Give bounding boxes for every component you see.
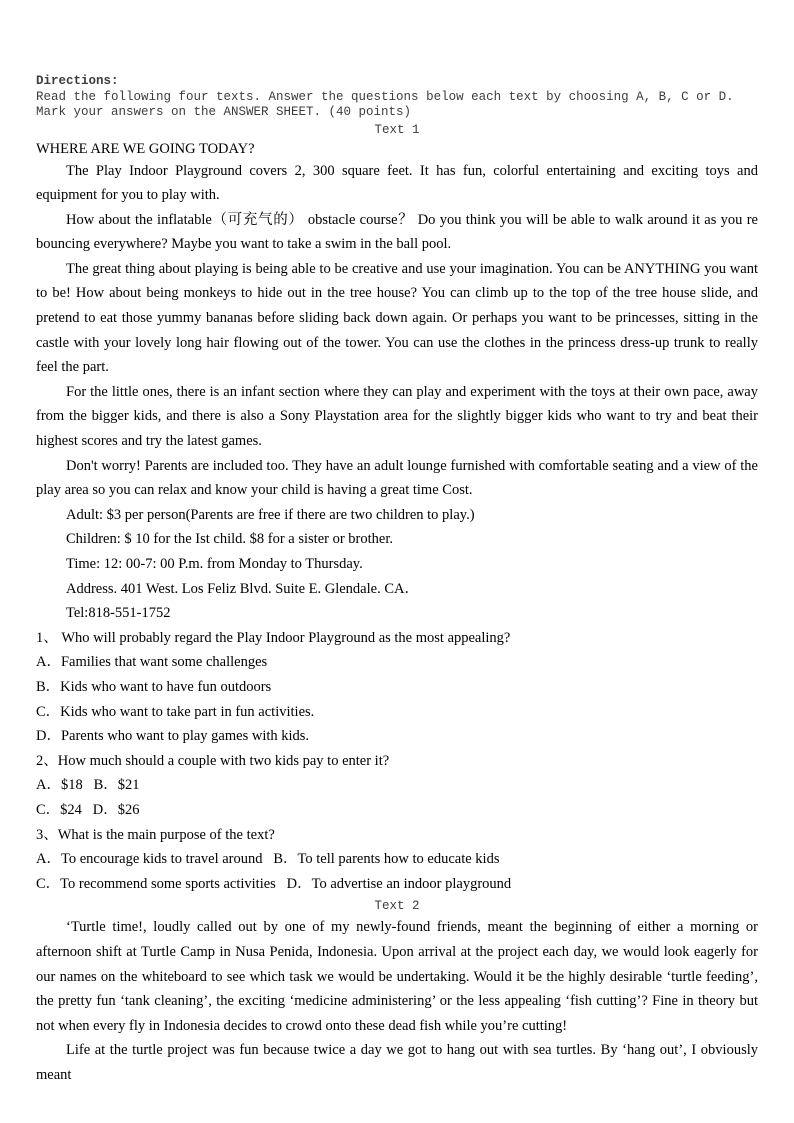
text1-paragraph: The Play Indoor Playground covers 2, 300 square feet. It has fun, colorful entertaining and exciting toys and equipment for you to play with. — [36, 162, 758, 204]
text1-title: WHERE ARE WE GOING TODAY? — [36, 140, 255, 157]
text1-question-3-options-cd: C．To recommend some sports activities D．To advertise an indoor playground — [36, 875, 512, 892]
text2-paragraph: Life at the turtle project was fun because twice a day we got to hang out with sea turtles. By ‘hang out’, I obviously meant — [36, 1042, 758, 1083]
directions-label: Directions: — [36, 74, 119, 88]
text1-question-2-options-ab: A．$18 B．$21 — [36, 777, 140, 794]
text1-question-1-option-b: B．Kids who want to have fun outdoors — [36, 678, 272, 695]
text1-question-1: 1、 Who will probably regard the Play Indoor Playground as the most appealing? — [36, 629, 511, 646]
text1-question-3: 3、What is the main purpose of the text? — [36, 826, 275, 843]
directions-text: Read the following four texts. Answer the questions below each text by choosing A, B, C or D. Mark your answers on the ANSWER SHEET. (40 points) — [36, 89, 734, 119]
text1-info-line-tel: Tel:818-551-1752 — [66, 605, 171, 622]
text1-question-2-options-cd: C．$24 D．$26 — [36, 801, 140, 818]
text1-paragraph: Don't worry! Parents are included too. They have an adult lounge furnished with comfortable seating and a view of the play area so you can relax and know your child is having a great time Cost. — [36, 457, 758, 499]
directions-block — [36, 74, 758, 121]
text1-info-line-address: Address. 401 West. Los Feliz Blvd. Suite E. Glendale. CA． — [66, 580, 419, 597]
text1-paragraph: The great thing about playing is being able to be creative and use your imagination. You can be ANYTHING you want to be! How about being monkeys to hide out in the tree house? You can climb up to the top of the tree house slide, and pretend to eat those yummy bananas before sliding back down again. Or perhaps you want to be princesses, sitting in the castle with your lovely long hair flowing out of the tower. You can use the clothes in the princess dress-up trunk to really feel the part. — [36, 260, 758, 376]
text1-info-line-time: Time: 12: 00-7: 00 P.m. from Monday to Thursday. — [66, 556, 363, 572]
text2-heading: Text 2 — [374, 899, 420, 914]
text1-paragraph: For the little ones, there is an infant section where they can play and experiment with the toys at their own pace, away from the bigger kids, and there is also a Sony Playstation area for the slightly bigger kids who want to try and beat their highest scores and try the latest games. — [36, 383, 758, 450]
text1-info-line-adult: Adult: $3 per person(Parents are free if there are two children to play.) — [66, 506, 475, 523]
text2-paragraph: ‘Turtle time!, loudly called out by one of my newly-found friends, meant the beginning of either a morning or afternoon shift at Turtle Camp in Nusa Penida, Indonesia. Upon arrival at the project each day, we would look eagerly for our names on the whiteboard to see which task we would be undertaking. Would it be the highly desirable ‘turtle feeding’, the pretty fun ‘tank cleaning’, the exciting ‘medicine administering’ or the less appealing ‘fish cutting’? Fine in theory but not when every fly in Indonesia decides to crowd onto these dead fish while you’re cutting! — [36, 919, 758, 1034]
text1-heading: Text 1 — [374, 122, 420, 137]
text1-question-1-option-a: A．Families that want some challenges — [36, 654, 268, 671]
text1-info-line-children: Children: $ 10 for the Ist child. $8 for a sister or brother. — [66, 531, 393, 548]
text1-question-1-option-c: C．Kids who want to take part in fun activities. — [36, 703, 315, 720]
text1-question-2: 2、How much should a couple with two kids pay to enter it? — [36, 752, 390, 769]
text1-paragraph: How about the inflatable（可充气的） obstacle course？ Do you think you will be able to walk around it as you re bouncing everywhere? Maybe you want to take a swim in the ball pool. — [36, 211, 758, 253]
text1-question-3-options-ab: A．To encourage kids to travel around B．To tell parents how to educate kids — [36, 851, 500, 868]
text1-question-1-option-d: D．Parents who want to play games with kids. — [36, 728, 310, 745]
